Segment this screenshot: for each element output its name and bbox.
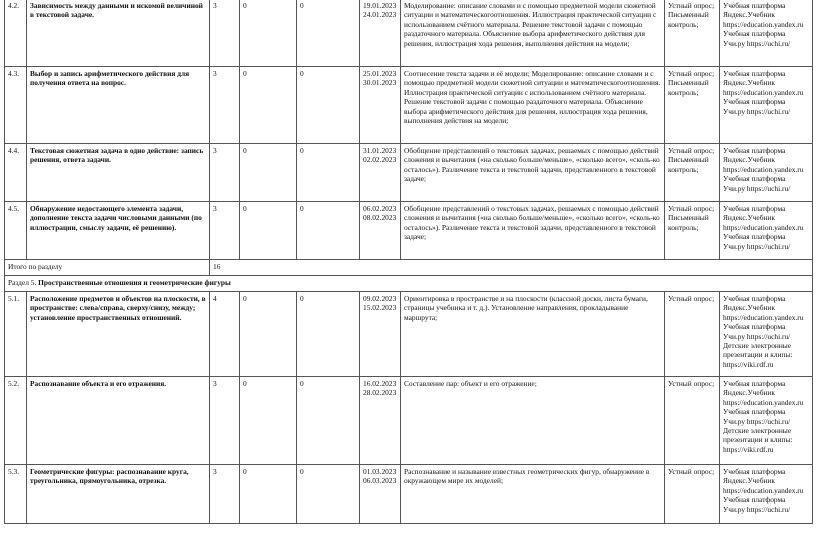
dates-cell [360, 465, 401, 524]
dates-cell-line: 28.02.2023 [363, 388, 397, 398]
hours-total: 3 [210, 202, 240, 260]
topic-cell: Зависимость между данными и искомой величиной в текстовой задаче. [27, 0, 210, 67]
dates-cell-line: 02.02.2023 [363, 155, 397, 165]
resources-cell [720, 67, 813, 144]
hours-practical: 0 [297, 292, 360, 377]
hours-control: 0 [240, 465, 297, 524]
hours-total: 3 [210, 0, 240, 67]
dates-cell-line: 06.02.2023 [363, 204, 397, 213]
resources-cell-line: Учебная платформа [723, 174, 786, 184]
resources-cell-line: Учебная платформа [723, 495, 786, 505]
resources-cell-line: https://education.yandex.ru [723, 397, 804, 407]
resources-cell-line: Яндекс.Учебник [723, 303, 775, 313]
activity-cell: Обобщение представлений о текстовых задачах, решаемых с помощью действий сложения и вычитания («на сколько больше/меньше», «сколько всего», «сколь-ко осталось»). Различение текста и текстовой задачи, представленного в текстовой задаче; [401, 144, 665, 202]
section-title: Пространственные отношения и геометрические фигуры [38, 278, 231, 287]
section-total-label: Итого по разделу [5, 260, 210, 276]
resources-cell-line: Учебная платформа [723, 204, 786, 213]
dates-cell-line: 15.02.2023 [363, 303, 397, 313]
row-number: 5.1. [5, 292, 27, 377]
resources-cell-line: Учебная платформа [723, 69, 786, 78]
resources-cell-line: Учи.ру https://uchi.ru/ [723, 241, 791, 251]
resources-cell-line: Учебная платформа [723, 29, 786, 39]
hours-total: 3 [210, 67, 240, 144]
resources-cell-line: https://viki.rdf.ru [723, 359, 774, 369]
control-forms-cell [665, 0, 720, 67]
hours-practical: 0 [297, 465, 360, 524]
control-forms-cell [665, 67, 720, 144]
topic-cell: Геометрические фигуры: распознавание круга, треугольника, прямоугольника, отрезка. [27, 465, 210, 524]
row-number: 5.3. [5, 465, 27, 524]
hours-practical: 0 [297, 0, 360, 67]
control-forms-cell-line: Письменный контроль; [668, 155, 709, 174]
hours-practical: 0 [297, 202, 360, 260]
hours-total: 3 [210, 144, 240, 202]
topic-cell: Распознавание объекта и его отражения. [27, 377, 210, 465]
activity-cell: Ориентировка в пространстве и на плоскости (классной доски, листа бумаги, страницы учебника и т. д.). Установление направления, прокладывание маршрута; [401, 292, 665, 377]
row-number: 4.5. [5, 202, 27, 260]
table-body-top [5, 0, 813, 260]
table-row [5, 202, 813, 260]
hours-control: 0 [240, 292, 297, 377]
activity-cell: Моделирование: описание словами и с помощью предметной модели сюжетной ситуации и математическогоотношения. Иллюстрация практической ситуации с использованием счётного материала. Решение текстовой задачи с помощью раздаточного материала. Объяснение выбора арифметического действия для решения, иллюстрация хода решения, выполнения действия на модели; [401, 0, 665, 67]
control-forms-cell-line: Устный опрос; [668, 69, 715, 78]
resources-cell-line: Учебная платформа [723, 97, 786, 107]
resources-cell-line: Детские электронные [723, 426, 792, 436]
hours-control: 0 [240, 144, 297, 202]
row-number: 4.2. [5, 0, 27, 67]
section-prefix: Раздел 5. [8, 278, 37, 287]
activity-cell: Обобщение представлений о текстовых задачах, решаемых с помощью действий сложения и вычитания («на сколько больше/меньше», «сколько всего», «сколь-ко осталось»). Различение текста и текстовой задачи, представленного в текстовой задаче; [401, 202, 665, 260]
table-row [5, 465, 813, 524]
hours-control: 0 [240, 67, 297, 144]
control-forms-cell-line: Письменный контроль; [668, 213, 709, 232]
control-forms-cell-line: Устный опрос; [668, 379, 715, 388]
resources-cell-line: Учебная платформа [723, 322, 786, 332]
topic-cell: Выбор и запись арифметического действия для получения ответа на вопрос. [27, 67, 210, 144]
dates-cell-line: 24.01.2023 [363, 10, 397, 20]
control-forms-cell-line: Письменный контроль; [668, 78, 709, 97]
table-body-section [5, 260, 813, 292]
resources-cell-line: Яндекс.Учебник [723, 388, 775, 398]
topic-cell: Текстовая сюжетная задача в одно действие: запись решения, ответа задачи. [27, 144, 210, 202]
resources-cell-line: Учебная платформа [723, 294, 786, 303]
resources-cell-line: Учи.ру https://uchi.ru/ [723, 331, 791, 341]
resources-cell-line: Учебная платформа [723, 232, 786, 242]
resources-cell-line: Учи.ру https://uchi.ru/ [723, 38, 791, 48]
section-total-row [5, 260, 813, 276]
row-number: 4.3. [5, 67, 27, 144]
topic-cell: Расположение предметов и объектов на плоскости, в пространстве: слева/справа, сверху/снизу, между; установление пространственных отношений. [27, 292, 210, 377]
resources-cell-line: презентации и клипы: [723, 350, 793, 360]
table-row [5, 377, 813, 465]
activity-cell: Распознавание и называние известных геометрических фигур, обнаружение в окружающем мире их моделей; [401, 465, 665, 524]
resources-cell-line: Яндекс.Учебник [723, 10, 775, 20]
hours-practical: 0 [297, 144, 360, 202]
curriculum-table [4, 0, 813, 524]
resources-cell [720, 377, 813, 465]
resources-cell-line: Учи.ру https://uchi.ru/ [723, 416, 791, 426]
resources-cell-line: https://education.yandex.ru [723, 485, 804, 495]
control-forms-cell-line: Устный опрос; [668, 1, 715, 10]
dates-cell-line: 19.01.2023 [363, 1, 397, 10]
dates-cell [360, 377, 401, 465]
dates-cell-line: 16.02.2023 [363, 379, 397, 388]
hours-total: 3 [210, 377, 240, 465]
section-total-value: 16 [210, 260, 813, 276]
control-forms-cell-line: Устный опрос; [668, 294, 715, 303]
dates-cell-line: 30.01.2023 [363, 78, 397, 88]
resources-cell [720, 144, 813, 202]
resources-cell-line: https://education.yandex.ru [723, 164, 804, 174]
resources-cell-line: Учи.ру https://uchi.ru/ [723, 504, 791, 514]
table-row [5, 0, 813, 67]
resources-cell-line: https://education.yandex.ru [723, 87, 804, 97]
section-header-cell [5, 276, 813, 292]
hours-control: 0 [240, 0, 297, 67]
resources-cell-line: Учебная платформа [723, 379, 786, 388]
control-forms-cell-line: Письменный контроль; [668, 10, 709, 29]
resources-cell-line: Учебная платформа [723, 467, 786, 476]
hours-practical: 0 [297, 67, 360, 144]
dates-cell-line: 01.03.2023 [363, 467, 397, 476]
dates-cell-line: 06.03.2023 [363, 476, 397, 486]
control-forms-cell [665, 202, 720, 260]
dates-cell-line: 09.02.2023 [363, 294, 397, 303]
control-forms-cell [665, 377, 720, 465]
table-row [5, 144, 813, 202]
dates-cell [360, 0, 401, 67]
hours-practical: 0 [297, 377, 360, 465]
table-body-bottom [5, 292, 813, 524]
resources-cell [720, 292, 813, 377]
control-forms-cell [665, 144, 720, 202]
row-number: 5.2. [5, 377, 27, 465]
dates-cell-line: 08.02.2023 [363, 213, 397, 223]
dates-cell-line: 25.01.2023 [363, 69, 397, 78]
resources-cell-line: https://education.yandex.ru [723, 222, 804, 232]
table-row [5, 67, 813, 144]
hours-control: 0 [240, 202, 297, 260]
resources-cell [720, 0, 813, 67]
resources-cell-line: https://education.yandex.ru [723, 19, 804, 29]
resources-cell-line: https://education.yandex.ru [723, 312, 804, 322]
resources-cell-line: Учебная платформа [723, 1, 786, 10]
dates-cell [360, 292, 401, 377]
resources-cell-line: Учебная платформа [723, 146, 786, 155]
hours-total: 3 [210, 465, 240, 524]
control-forms-cell-line: Устный опрос; [668, 467, 715, 476]
resources-cell-line: презентации и клипы: [723, 435, 793, 445]
resources-cell-line: Учи.ру https://uchi.ru/ [723, 106, 791, 116]
section-header-row [5, 276, 813, 292]
control-forms-cell [665, 465, 720, 524]
resources-cell-line: Детские электронные [723, 341, 792, 351]
topic-cell: Обнаружение недостающего элемента задачи, дополнение текста задачи числовыми данными (по иллюстрации, смыслу задачи, её решению). [27, 202, 210, 260]
dates-cell-line: 31.01.2023 [363, 146, 397, 155]
control-forms-cell-line: Устный опрос; [668, 204, 715, 213]
dates-cell [360, 202, 401, 260]
resources-cell-line: Яндекс.Учебник [723, 213, 775, 223]
control-forms-cell [665, 292, 720, 377]
control-forms-cell-line: Устный опрос; [668, 146, 715, 155]
hours-control: 0 [240, 377, 297, 465]
row-number: 4.4. [5, 144, 27, 202]
resources-cell-line: Яндекс.Учебник [723, 155, 775, 165]
dates-cell [360, 144, 401, 202]
resources-cell [720, 202, 813, 260]
resources-cell-line: Яндекс.Учебник [723, 78, 775, 88]
resources-cell-line: Яндекс.Учебник [723, 476, 775, 486]
dates-cell [360, 67, 401, 144]
hours-total: 4 [210, 292, 240, 377]
resources-cell-line: Учи.ру https://uchi.ru/ [723, 183, 791, 193]
activity-cell: Составление пар: объект и его отражение; [401, 377, 665, 465]
activity-cell: Соотнесение текста задачи и её модели; Моделирование: описание словами и с помощью предметной модели сюжетной ситуации и математическогоотношения. Иллюстрация практической ситуации с использованием счётного материала. Решение текстовой задачи с помощью раздаточного материала. Объяснение выбора арифметического действия для решения, иллюстрация хода решения, выполнения действия на модели; [401, 67, 665, 144]
resources-cell-line: Учебная платформа [723, 407, 786, 417]
resources-cell-line: https://viki.rdf.ru [723, 444, 774, 454]
resources-cell [720, 465, 813, 524]
table-row [5, 292, 813, 377]
